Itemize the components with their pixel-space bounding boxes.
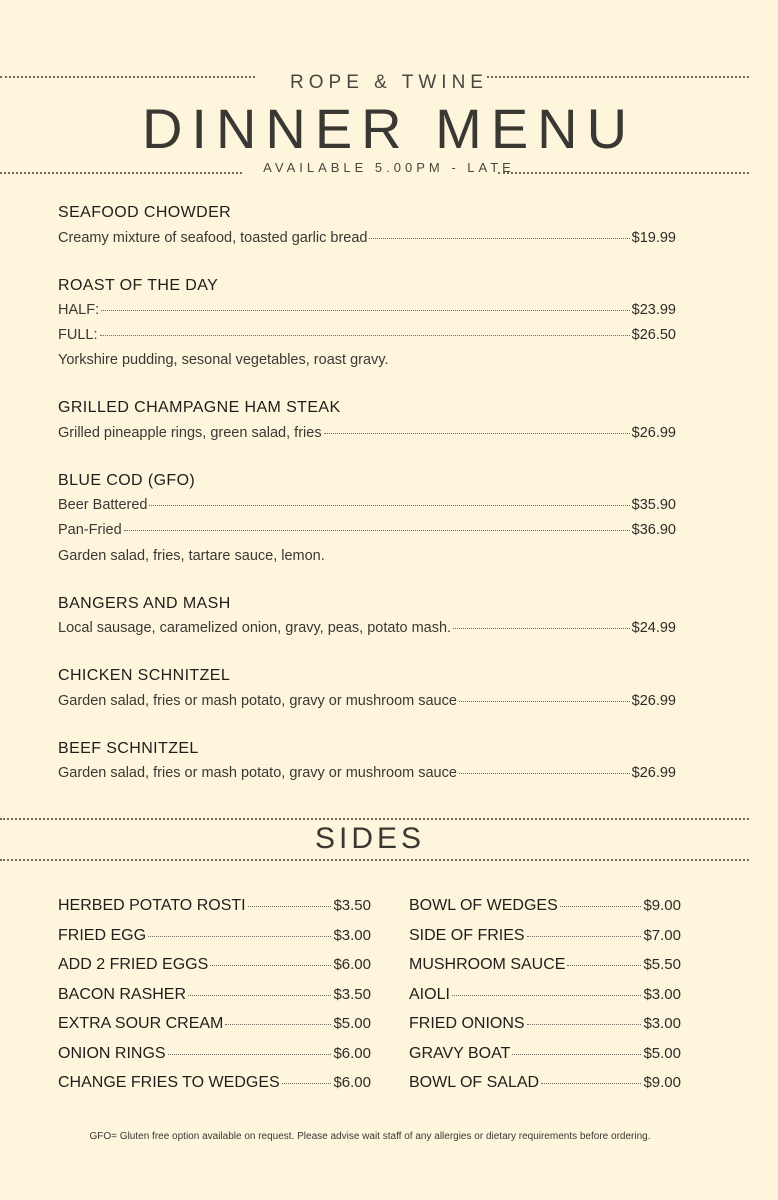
dot-leader: [225, 1024, 331, 1025]
side-item: [58, 1015, 371, 1033]
availability-text: AVAILABLE 5.00PM - LATE: [263, 160, 515, 175]
dot-leader: [124, 530, 630, 531]
dot-leader: [527, 1024, 642, 1025]
side-name: AIOLI: [409, 986, 450, 1003]
side-price: $3.00: [643, 1015, 681, 1032]
dot-leader: [541, 1083, 641, 1084]
side-name: FRIED ONIONS: [409, 1015, 525, 1032]
dot-leader: [453, 628, 630, 629]
dot-leader: [101, 310, 630, 311]
side-name: FRIED EGG: [58, 927, 147, 944]
dish-description: Grilled pineapple rings, green salad, fries: [58, 425, 322, 441]
dot-leader: [100, 335, 630, 336]
dot-leader: [459, 701, 630, 702]
dish-name: GRILLED CHAMPAGNE HAM STEAK: [58, 399, 341, 416]
dish-name: CHICKEN SCHNITZEL: [58, 667, 231, 684]
dot-leader: [560, 906, 642, 907]
side-item: [409, 1015, 681, 1033]
dish-price-row: [58, 693, 676, 709]
dish-option: Pan-Fried: [58, 522, 122, 538]
side-item: [58, 897, 371, 915]
side-name: MUSHROOM SAUCE: [409, 956, 566, 973]
dish-price: $35.90: [631, 497, 676, 513]
dish-name: SEAFOOD CHOWDER: [58, 204, 232, 221]
dot-leader: [188, 995, 331, 996]
side-price: $5.00: [333, 1015, 371, 1032]
side-price: $7.00: [643, 927, 681, 944]
dish-price-row: [58, 765, 676, 781]
dish-description: Garden salad, fries or mash potato, gravy or mushroom sauce: [58, 765, 457, 781]
side-item: [409, 1074, 681, 1092]
dot-leader: [210, 965, 331, 966]
dot-leader: [369, 238, 629, 239]
dish-price: $24.99: [631, 620, 676, 636]
side-price: $6.00: [333, 1045, 371, 1062]
side-name: BOWL OF WEDGES: [409, 897, 558, 914]
dish-price: $26.99: [631, 425, 676, 441]
dish-description: Local sausage, caramelized onion, gravy, peas, potato mash.: [58, 620, 452, 636]
side-name: GRAVY BOAT: [409, 1045, 511, 1062]
dish-price: $19.99: [631, 230, 676, 246]
sides-bottom-rule: [0, 859, 749, 861]
dish-option: Beer Battered: [58, 497, 148, 513]
side-item: [58, 927, 371, 945]
sides-top-rule: [0, 818, 749, 820]
dish-name: BLUE COD (GFO): [58, 472, 196, 489]
side-item: [409, 956, 681, 974]
side-price: $3.00: [333, 927, 371, 944]
dish-price-row: [58, 522, 676, 538]
side-name: HERBED POTATO ROSTI: [58, 897, 246, 914]
dish-price: $23.99: [631, 302, 676, 318]
side-item: [58, 1074, 371, 1092]
side-name: CHANGE FRIES TO WEDGES: [58, 1074, 280, 1091]
side-price: $3.50: [333, 986, 371, 1003]
side-price: $6.00: [333, 956, 371, 973]
side-name: EXTRA SOUR CREAM: [58, 1015, 224, 1032]
dot-leader: [567, 965, 641, 966]
sides-title: SIDES: [314, 822, 426, 855]
side-price: $9.00: [643, 1074, 681, 1091]
dish-price: $26.99: [631, 765, 676, 781]
menu-title: DINNER MENU: [141, 97, 637, 160]
dot-leader: [527, 936, 642, 937]
side-item: [409, 1045, 681, 1063]
side-name: BOWL OF SALAD: [409, 1074, 540, 1091]
dish-description: Creamy mixture of seafood, toasted garlic bread: [58, 230, 368, 246]
allergy-footnote: GFO= Gluten free option available on request. Please advise wait staff of any allergies or dietary requirements before ordering.: [89, 1131, 651, 1142]
side-name: ADD 2 FRIED EGGS: [58, 956, 209, 973]
dot-leader: [148, 936, 331, 937]
side-item: [58, 956, 371, 974]
dot-leader: [452, 995, 642, 996]
side-price: $3.50: [333, 897, 371, 914]
dish-name: BEEF SCHNITZEL: [58, 740, 199, 757]
dot-leader: [168, 1054, 332, 1055]
side-name: ONION RINGS: [58, 1045, 166, 1062]
dot-leader: [149, 505, 629, 506]
dish-price-row: [58, 230, 676, 246]
side-name: SIDE OF FRIES: [409, 927, 525, 944]
dish-description: Garden salad, fries or mash potato, gravy or mushroom sauce: [58, 693, 457, 709]
dish-name: BANGERS AND MASH: [58, 595, 231, 612]
side-price: $5.50: [643, 956, 681, 973]
side-price: $3.00: [643, 986, 681, 1003]
side-item: [58, 1045, 371, 1063]
dot-leader: [512, 1054, 641, 1055]
dot-leader: [248, 906, 332, 907]
dish-option: FULL:: [58, 327, 98, 343]
dish-price-row: [58, 327, 676, 343]
side-price: $5.00: [643, 1045, 681, 1062]
dish-price: $36.90: [631, 522, 676, 538]
dish-price-row: [58, 425, 676, 441]
dot-leader: [324, 433, 630, 434]
dish-price: $26.50: [631, 327, 676, 343]
dish-name: ROAST OF THE DAY: [58, 277, 219, 294]
side-item: [409, 897, 681, 915]
dish-note: Garden salad, fries, tartare sauce, lemon.: [58, 548, 325, 564]
dish-option: HALF:: [58, 302, 100, 318]
dish-price-row: [58, 302, 676, 318]
brand-name: ROPE & TWINE: [290, 72, 488, 93]
dish-price-row: [58, 497, 676, 513]
dish-price: $26.99: [631, 693, 676, 709]
dish-price-row: [58, 620, 676, 636]
side-item: [409, 927, 681, 945]
dot-leader: [282, 1083, 332, 1084]
dot-leader: [459, 773, 630, 774]
side-item: [409, 986, 681, 1004]
side-price: $9.00: [643, 897, 681, 914]
side-price: $6.00: [333, 1074, 371, 1091]
dish-note: Yorkshire pudding, sesonal vegetables, roast gravy.: [58, 352, 389, 368]
side-name: BACON RASHER: [58, 986, 187, 1003]
side-item: [58, 986, 371, 1004]
